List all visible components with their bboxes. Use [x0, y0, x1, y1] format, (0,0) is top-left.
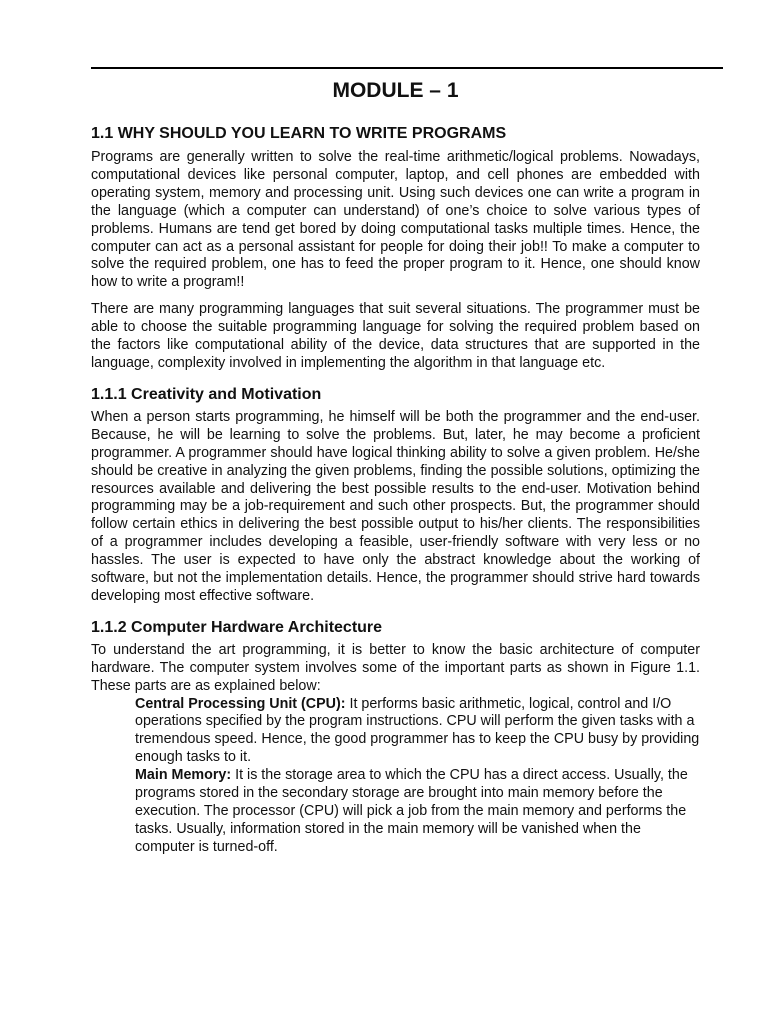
module-title: MODULE – 1	[332, 79, 459, 102]
definition-text: It performs basic arithmetic, logical, control and I/O operations specified by the program instructions. CPU will perform the given tasks with a tremendous speed. Hence, the good programmer has to keep the CPU busy by providing enough tasks to it.	[135, 695, 700, 766]
subsection-heading: 1.1.2 Computer Hardware Architecture	[91, 618, 383, 636]
subsection-heading: 1.1.1 Creativity and Motivation	[91, 385, 322, 403]
paragraph: Programs are generally written to solve the real-time arithmetic/logical problems. Nowadays, computational devices like personal computer, laptop, and cell phones are embedded with operating system, memory and processing unit. Using such devices one can write a program in the language (which a computer can understand) of one’s choice to solve various types of problems. Humans are tend get bored by doing computational tasks multiple times. Hence, the computer can act as a personal assistant for people for doing their job!! To make a computer to solve the required problem, one has to feed the proper program to it. Hence, one should know how to write a program!!	[91, 149, 700, 291]
section-hardware-architecture	[91, 618, 700, 857]
definition-text: It is the storage area to which the CPU has a direct access. Usually, the programs stored in the secondary storage are brought into main memory before the execution. The processor (CPU) will pick a job from the main memory and performs the tasks. Usually, information stored in the main memory will be vanished when the computer is turned-off.	[135, 767, 688, 855]
definition-list	[135, 696, 700, 857]
definition-item	[135, 767, 700, 857]
section-heading: 1.1 WHY SHOULD YOU LEARN TO WRITE PROGRAMS	[91, 125, 507, 142]
section-why-learn-programs	[91, 124, 700, 373]
definition-term: Main Memory:	[135, 767, 232, 784]
page-content	[91, 74, 700, 857]
section-creativity-motivation	[91, 385, 700, 606]
header-rule	[91, 67, 723, 69]
paragraph: To understand the art programming, it is better to know the basic architecture of computer hardware. The computer system involves some of the important parts as shown in Figure 1.1. These parts are as explained below:	[91, 641, 700, 694]
definition-term: Central Processing Unit (CPU):	[135, 695, 346, 712]
definition-item	[135, 696, 700, 768]
paragraph: When a person starts programming, he himself will be both the programmer and the end-user. Because, he will be learning to solve the problems. But, later, he may become a proficient programmer. A programmer should have logical thinking ability to solve a given problem. He/she should be creative in analyzing the given problems, finding the possible solutions, optimizing the resources available and delivering the best possible results to the end-user. Motivation behind programming may be a job-requirement and such other prospects. But, the programmer should follow certain ethics in delivering the best possible output to his/her clients. The responsibilities of a programmer includes developing a feasible, user-friendly software with very less or no hassles. The user is expected to have only the abstract knowledge about the working of software, but not the implementation details. Hence, the programmer should strive hard towards developing most effective software.	[91, 408, 700, 604]
paragraph: There are many programming languages that suit several situations. The programmer must be able to choose the suitable programming language for solving the required problem based on the factors like computational ability of the device, data structures that are supported in the language, complexity involved in implementing the algorithm in that language etc.	[91, 301, 700, 371]
